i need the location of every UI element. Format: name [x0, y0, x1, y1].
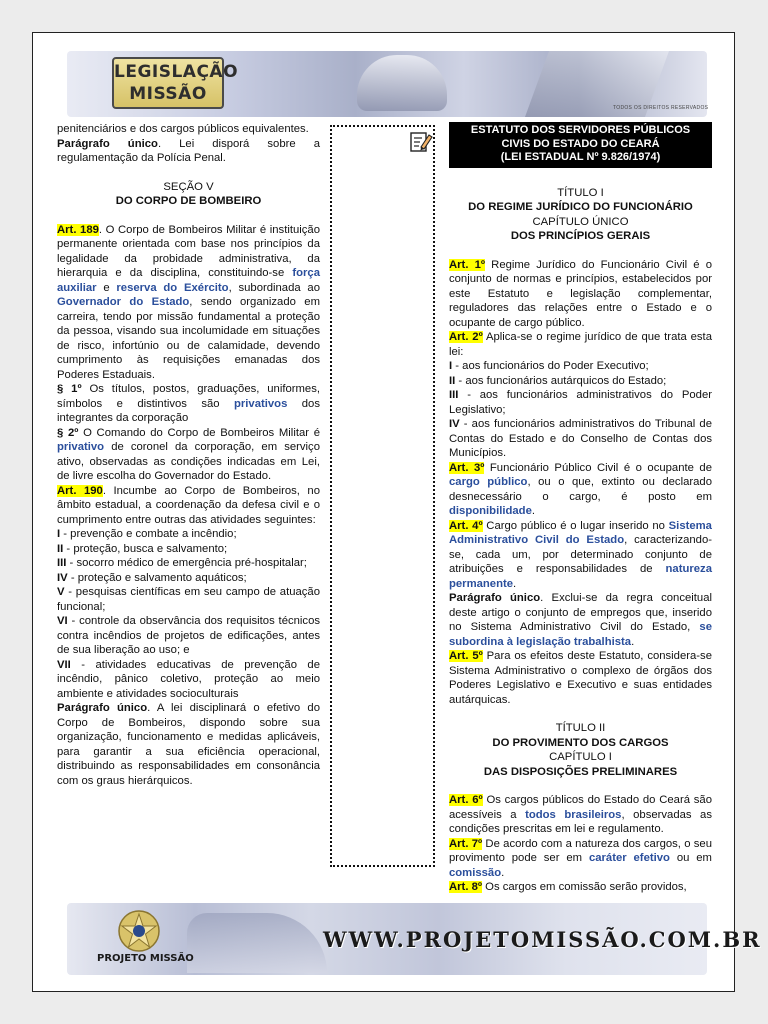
list-item: III - socorro médico de emergência pré-hospitalar; — [57, 557, 307, 569]
paragraph-1: § 1º Os títulos, postos, graduações, uniformes, símbolos e distintivos são privativos dos integrantes da corporação — [57, 383, 320, 424]
article-2: Art. 2º Aplica-se o regime jurídico de que trata esta lei: — [449, 331, 712, 358]
paragraph: penitenciários e dos cargos públicos equivalentes. — [57, 123, 309, 135]
footer-soldier-image — [187, 913, 327, 973]
chapter-heading: CAPÍTULO ÚNICO — [532, 215, 629, 228]
article-6: Art. 6º Os cargos públicos do Estado do Ceará são acessíveis a todos brasileiros, observadas as condições prescritas em lei e regulamento. — [449, 794, 712, 835]
logo-line-2: MISSÃO — [129, 84, 207, 104]
chapter-subheading: DAS DISPOSIÇÕES PRELIMINARES — [483, 765, 678, 778]
section-title: SEÇÃO V — [163, 180, 214, 193]
list-item: I - prevenção e combate a incêndio; — [57, 528, 237, 540]
logo — [112, 57, 239, 109]
list-item: VII - atividades educativas de prevenção de incêndio, pânico coletivo, proteção ao meio ambiente e atividades socioculturais — [57, 658, 320, 700]
article-189: Art. 189. O Corpo de Bombeiros Militar é instituição permanente orientada com base nos princípios da legalidade da probidade administrativa, da hierarquia e da disciplina, constituindo-se força auxiliar e reserva do Exército, subordinada ao Governador do Estado, sendo organizado em carreira, tendo por missão fundamental a proteção da pessoa, visando sua incolumidade em situações de risco, infortúnio ou de calamidade, devendo cumprimento às requisições emanadas dos Poderes Estaduais. — [57, 223, 321, 381]
article-190: Art. 190. Incumbe ao Corpo de Bombeiros, no âmbito estadual, a coordenação da defesa civil e o cumprimento entre outras das atividades seguintes: — [57, 484, 320, 526]
brand-name: PROJETO MISSÃO — [97, 953, 194, 964]
list-item: I - aos funcionários do Poder Executivo; — [449, 360, 649, 372]
article-7: Art. 7º De acordo com a natureza dos cargos, o seu provimento pode ser em caráter efetivo ou em comissão. — [449, 837, 712, 879]
header-banner — [67, 51, 707, 117]
label: Parágrafo único — [57, 137, 158, 150]
document-title-box — [449, 122, 712, 168]
article-label: Art. 190 — [57, 484, 103, 497]
pencil-note-icon — [409, 129, 433, 153]
paragraph-unico: Parágrafo único. A lei disciplinará o efetivo do Corpo de Bombeiros, dispondo sobre sua organização, funcionamento e medidas aplicáveis, para garantir a sua eficiência operacional, distribuindo as responsabilidades em consonância com os graus hierárquicos. — [57, 702, 320, 787]
chapter-heading: CAPÍTULO I — [549, 751, 612, 763]
title-subheading: DO REGIME JURÍDICO DO FUNCIONÁRIO — [468, 201, 693, 213]
list-item: II - proteção, busca e salvamento; — [57, 542, 228, 555]
article-1: Art. 1º Regime Jurídico do Funcionário Civil é o conjunto de normas e princípios, estabelecidos por este Estatuto e legislação complementar, reguladores das relações entre o Estado e o ocupante de cargo público. — [449, 258, 712, 329]
chapter-subheading: DOS PRINCÍPIOS GERAIS — [510, 230, 651, 242]
paragraph: Parágrafo único. Lei disporá sobre a regulamentação da Polícia Penal. — [57, 137, 320, 164]
right-column — [449, 122, 712, 895]
section-subtitle: DO CORPO DE BOMBEIRO — [115, 195, 262, 207]
rights-notice: TODOS OS DIREITOS RESERVADOS — [613, 105, 709, 111]
document-page — [32, 32, 762, 992]
footer-banner — [67, 903, 762, 975]
title-line-1: ESTATUTO DOS SERVIDORES PÚBLICOS — [470, 124, 691, 136]
article-8: Art. 8º Os cargos em comissão serão providos, — [449, 881, 687, 893]
paragraph-unico: Parágrafo único. Exclui-se da regra conceitual deste artigo o conjunto de empregos que, inserido no Sistema Administrativo Civil do Estado, se subordina à legislação trabalhista. — [449, 592, 712, 648]
logo-line-1: LEGISLAÇÃO — [114, 62, 239, 82]
notes-box — [330, 125, 435, 867]
paragraph-2: § 2º O Comando do Corpo de Bombeiros Militar é privativo de coronel da corporação, em serviço ativo, observadas as condições indicadas em Lei, de livre escolha do Governador do Estado. — [57, 426, 320, 482]
list-item: V - pesquisas científicas em seu campo de atuação funcional; — [57, 586, 320, 613]
title-line-2: CIVIS DO ESTADO DO CEARÁ — [501, 137, 660, 150]
header-soldier-image — [357, 55, 447, 111]
list-item: IV - aos funcionários administrativos do Tribunal de Contas do Estado e do Conselho de Contas dos Municípios. — [449, 418, 712, 459]
left-column — [57, 122, 320, 788]
title-line-3: (LEI ESTADUAL Nº 9.826/1974) — [500, 151, 661, 163]
article-4: Art. 4º Cargo público é o lugar inserido no Sistema Administrativo Civil do Estado, caracterizando-se, cada um, por determinado conjunto de atribuições e responsabilidades de natureza permanente. — [449, 519, 713, 590]
list-item: IV - proteção e salvamento aquáticos; — [57, 571, 247, 584]
article-3: Art. 3º Funcionário Público Civil é o ocupante de cargo público, ou o que, extinto ou declarado desnecessário o cargo, é posto em disponibilidade. — [449, 461, 712, 517]
star-badge-icon — [117, 909, 161, 953]
list-item: VI - controle da observância dos requisitos técnicos contra incêndios de projetos de edificações, antes de sua liberação ao uso; e — [57, 615, 320, 656]
article-5: Art. 5º Para os efeitos deste Estatuto, considera-se Sistema Administrativo o complexo de órgãos dos Poderes Legislativo e Executivo e suas entidades autárquicas. — [449, 650, 712, 706]
list-item: III - aos funcionários administrativos do Poder Legislativo; — [449, 389, 712, 416]
list-item: II - aos funcionários autárquicos do Estado; — [449, 374, 667, 387]
title-heading: TÍTULO I — [557, 186, 604, 199]
article-label: Art. 189 — [57, 223, 99, 236]
title-subheading: DO PROVIMENTO DOS CARGOS — [492, 736, 669, 749]
title-heading: TÍTULO II — [555, 722, 606, 734]
website-url: WWW.PROJETOMISSÃO.COM.BR — [323, 927, 762, 952]
